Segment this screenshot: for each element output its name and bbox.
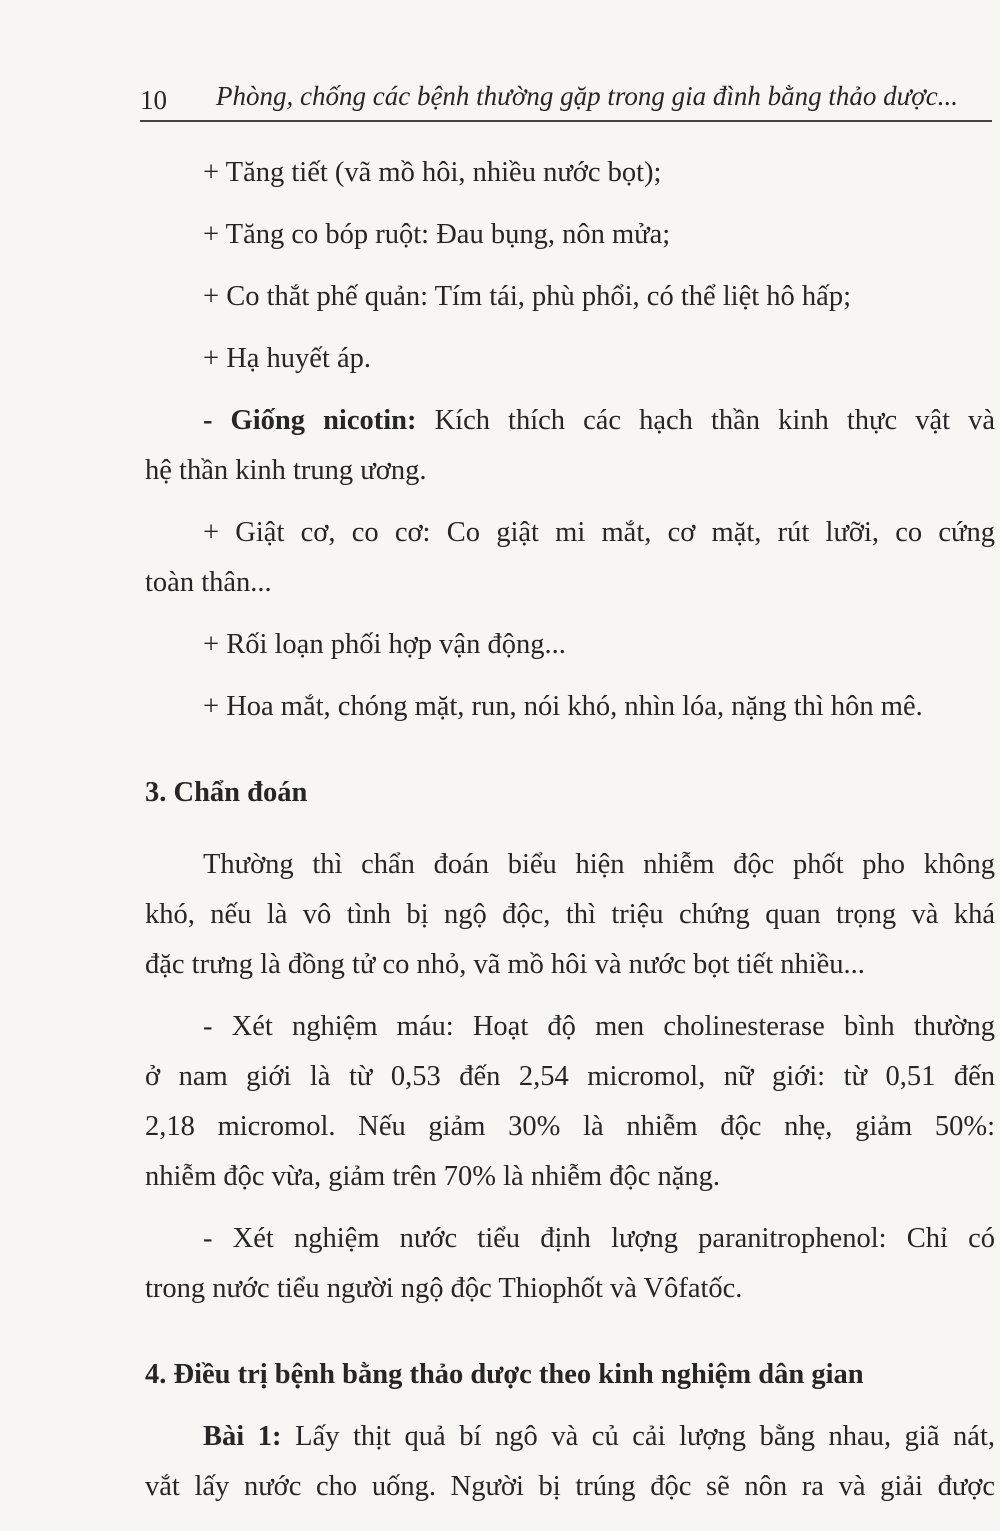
paragraph-line: 2,18 micromol. Nếu giảm 30% là nhiễm độc nhẹ, giảm 50%: [145, 1111, 995, 1142]
nicotin-text: Kích thích các hạch thần kinh thực vật và [416, 405, 995, 436]
list-item: + Hạ huyết áp. [203, 343, 372, 374]
paragraph-line: vắt lấy nước cho uống. Người bị trúng độc sẽ nôn ra và giải được [145, 1471, 995, 1502]
paragraph-line: - Xét nghiệm máu: Hoạt độ men cholinesterase bình thường [203, 1011, 995, 1042]
nicotin-label: - Giống nicotin: [203, 405, 417, 436]
list-item: + Rối loạn phối hợp vận động... [203, 629, 566, 660]
paragraph-line: khó, nếu là vô tình bị ngộ độc, thì triệu chứng quan trọng và khá [145, 899, 995, 930]
page-content [145, 148, 995, 1512]
paragraph-line: trong nước tiểu người ngộ độc Thiophốt và Vôfatốc. [145, 1273, 743, 1304]
paragraph-line: toàn thân... [145, 567, 272, 598]
paragraph-line: - Xét nghiệm nước tiểu định lượng paranitrophenol: Chỉ có [203, 1223, 995, 1254]
page-header [140, 76, 992, 122]
paragraph-line: ở nam giới là từ 0,53 đến 2,54 micromol, nữ giới: từ 0,51 đến [145, 1061, 995, 1092]
list-item: + Tăng co bóp ruột: Đau bụng, nôn mửa; [203, 219, 671, 250]
paragraph-line: + Giật cơ, co cơ: Co giật mi mắt, cơ mặt, rút lưỡi, co cứng [203, 517, 995, 548]
section-heading: 4. Điều trị bệnh bằng thảo dược theo kinh nghiệm dân gian [145, 1359, 864, 1390]
running-title: Phòng, chống các bệnh thường gặp trong gia đình bằng thảo dược... [216, 81, 958, 111]
nicotin-paragraph-line [145, 396, 995, 446]
list-item: + Hoa mắt, chóng mặt, run, nói khó, nhìn lóa, nặng thì hôn mê. [203, 691, 923, 722]
section-heading: 3. Chẩn đoán [145, 777, 308, 808]
paragraph-line: hệ thần kinh trung ương. [145, 455, 427, 486]
bai1-text: Lấy thịt quả bí ngô và củ cải lượng bằng nhau, giã nát, [281, 1421, 995, 1452]
list-item: + Co thắt phế quản: Tím tái, phù phổi, có thể liệt hô hấp; [203, 281, 851, 312]
bai1-label: Bài 1: [203, 1421, 282, 1452]
page-number: 10 [140, 85, 167, 115]
list-item: + Tăng tiết (vã mồ hôi, nhiều nước bọt); [203, 157, 662, 188]
bai1-paragraph-line [145, 1412, 995, 1462]
paragraph-line: đặc trưng là đồng tử co nhỏ, vã mồ hôi và nước bọt tiết nhiều... [145, 949, 865, 980]
paragraph-line: nhiễm độc vừa, giảm trên 70% là nhiễm độc nặng. [145, 1161, 720, 1192]
paragraph-line: Thường thì chẩn đoán biểu hiện nhiễm độc phốt pho không [203, 849, 995, 880]
